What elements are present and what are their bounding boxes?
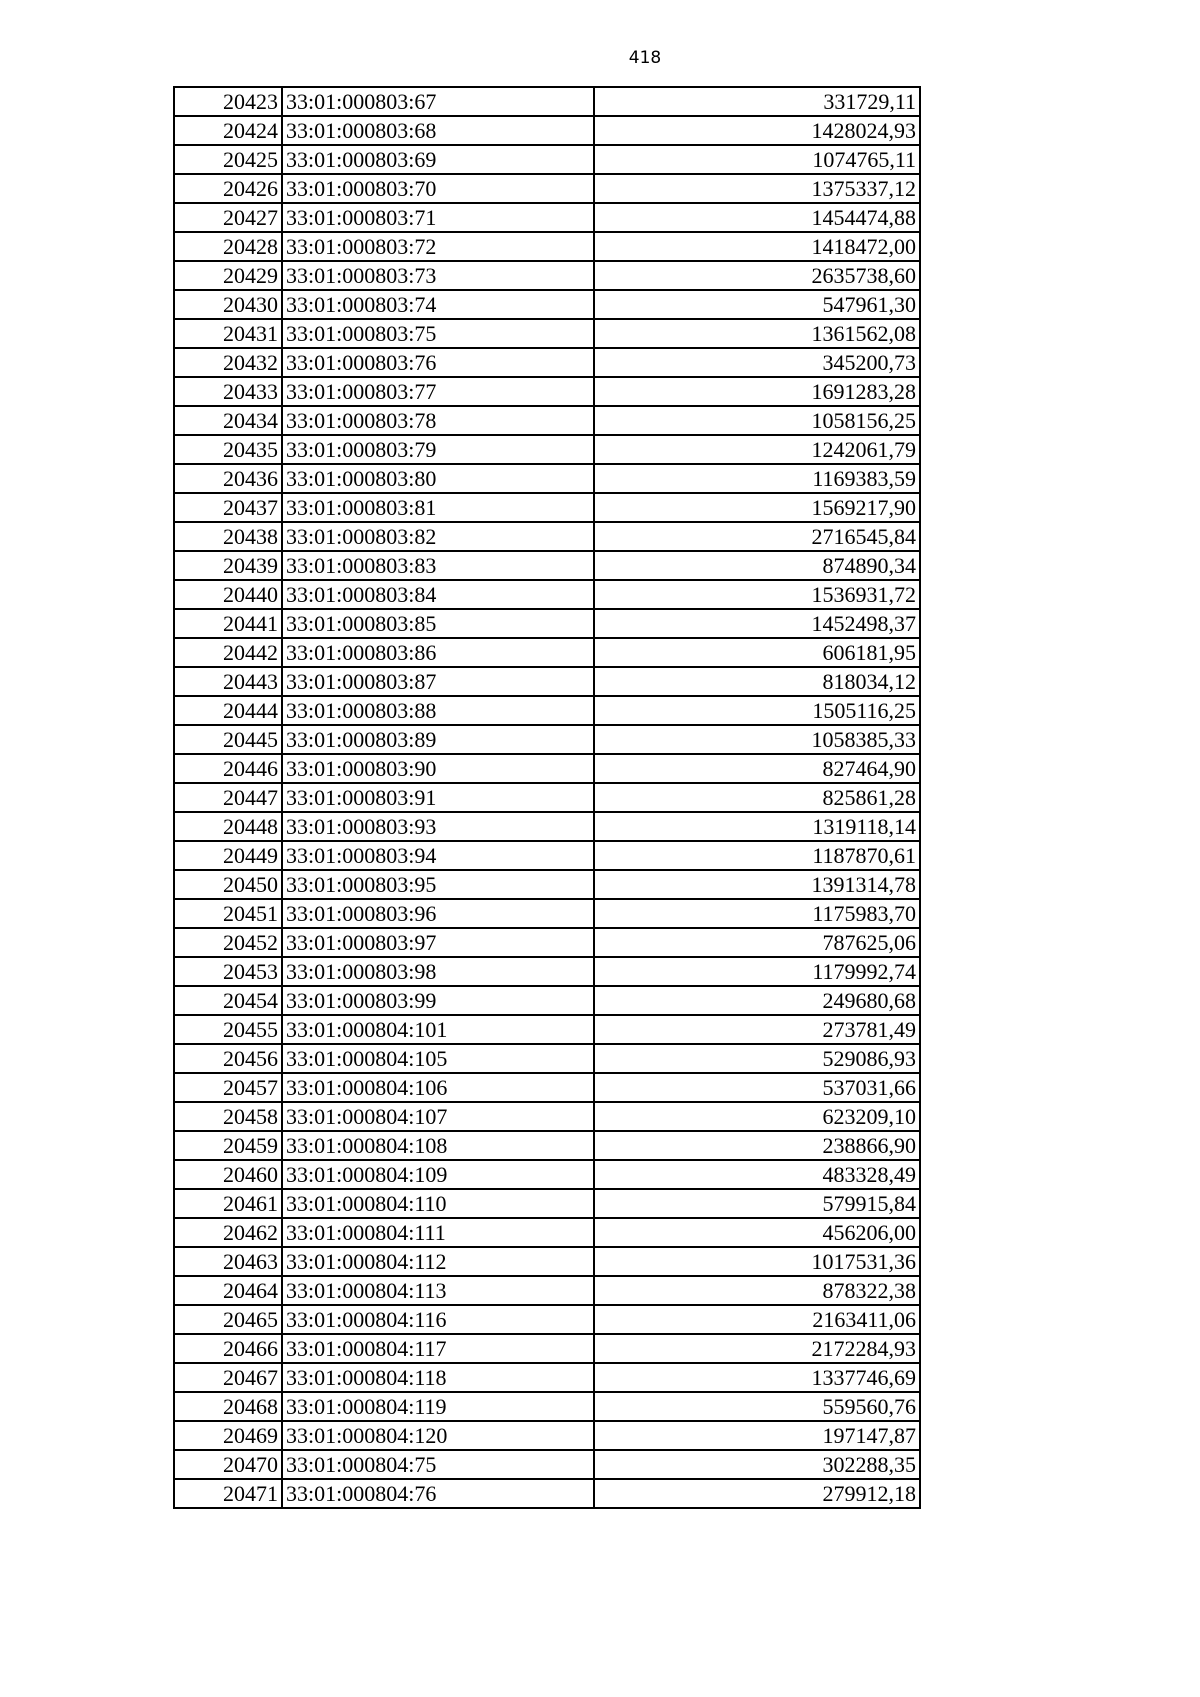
cadastral-number-cell: 33:01:000803:82	[282, 522, 594, 551]
cadastral-value-cell: 483328,49	[594, 1160, 920, 1189]
table-row	[174, 1305, 920, 1334]
cadastral-number-cell: 33:01:000804:111	[282, 1218, 594, 1247]
cadastral-value-cell: 1361562,08	[594, 319, 920, 348]
cadastral-number-cell: 33:01:000803:78	[282, 406, 594, 435]
table-row	[174, 1015, 920, 1044]
cadastral-number-cell: 33:01:000803:76	[282, 348, 594, 377]
row-number-cell: 20470	[174, 1450, 282, 1479]
cadastral-number-cell: 33:01:000804:101	[282, 1015, 594, 1044]
cadastral-number-cell: 33:01:000803:79	[282, 435, 594, 464]
cadastral-value-cell: 559560,76	[594, 1392, 920, 1421]
cadastral-number-cell: 33:01:000803:67	[282, 87, 594, 116]
row-number-cell: 20468	[174, 1392, 282, 1421]
cadastral-value-cell: 537031,66	[594, 1073, 920, 1102]
row-number-cell: 20454	[174, 986, 282, 1015]
cadastral-value-cell: 1169383,59	[594, 464, 920, 493]
row-number-cell: 20464	[174, 1276, 282, 1305]
cadastral-value-cell: 1428024,93	[594, 116, 920, 145]
cadastral-value-cell: 529086,93	[594, 1044, 920, 1073]
row-number-cell: 20436	[174, 464, 282, 493]
cadastral-value-cell: 2635738,60	[594, 261, 920, 290]
cadastral-number-cell: 33:01:000803:83	[282, 551, 594, 580]
table-row	[174, 406, 920, 435]
cadastral-number-cell: 33:01:000803:70	[282, 174, 594, 203]
cadastral-value-cell: 1691283,28	[594, 377, 920, 406]
cadastral-value-cell: 345200,73	[594, 348, 920, 377]
row-number-cell: 20469	[174, 1421, 282, 1450]
cadastral-number-cell: 33:01:000804:107	[282, 1102, 594, 1131]
row-number-cell: 20471	[174, 1479, 282, 1508]
row-number-cell: 20439	[174, 551, 282, 580]
cadastral-value-cell: 1454474,88	[594, 203, 920, 232]
row-number-cell: 20443	[174, 667, 282, 696]
table-row	[174, 1421, 920, 1450]
cadastral-value-cell: 874890,34	[594, 551, 920, 580]
cadastral-value-cell: 1418472,00	[594, 232, 920, 261]
row-number-cell: 20434	[174, 406, 282, 435]
row-number-cell: 20441	[174, 609, 282, 638]
table-row	[174, 377, 920, 406]
cadastral-number-cell: 33:01:000804:118	[282, 1363, 594, 1392]
cadastral-number-cell: 33:01:000804:105	[282, 1044, 594, 1073]
table-row	[174, 464, 920, 493]
row-number-cell: 20466	[174, 1334, 282, 1363]
cadastral-number-cell: 33:01:000803:86	[282, 638, 594, 667]
row-number-cell: 20458	[174, 1102, 282, 1131]
table-row	[174, 1189, 920, 1218]
row-number-cell: 20433	[174, 377, 282, 406]
cadastral-number-cell: 33:01:000804:108	[282, 1131, 594, 1160]
cadastral-value-cell: 547961,30	[594, 290, 920, 319]
table-row	[174, 1363, 920, 1392]
cadastral-number-cell: 33:01:000804:119	[282, 1392, 594, 1421]
table-row	[174, 1247, 920, 1276]
cadastral-number-cell: 33:01:000803:85	[282, 609, 594, 638]
cadastral-number-cell: 33:01:000804:112	[282, 1247, 594, 1276]
cadastral-number-cell: 33:01:000803:68	[282, 116, 594, 145]
cadastral-value-cell: 1179992,74	[594, 957, 920, 986]
row-number-cell: 20425	[174, 145, 282, 174]
table-row	[174, 754, 920, 783]
row-number-cell: 20442	[174, 638, 282, 667]
table-row	[174, 1131, 920, 1160]
cadastral-number-cell: 33:01:000803:69	[282, 145, 594, 174]
row-number-cell: 20449	[174, 841, 282, 870]
row-number-cell: 20465	[174, 1305, 282, 1334]
row-number-cell: 20426	[174, 174, 282, 203]
table-row	[174, 812, 920, 841]
table-row	[174, 203, 920, 232]
table-row	[174, 1479, 920, 1508]
table-row	[174, 580, 920, 609]
row-number-cell: 20460	[174, 1160, 282, 1189]
row-number-cell: 20450	[174, 870, 282, 899]
table-row	[174, 348, 920, 377]
table-row	[174, 261, 920, 290]
cadastral-number-cell: 33:01:000803:77	[282, 377, 594, 406]
cadastral-number-cell: 33:01:000803:99	[282, 986, 594, 1015]
table-row	[174, 522, 920, 551]
table-row	[174, 1102, 920, 1131]
row-number-cell: 20432	[174, 348, 282, 377]
row-number-cell: 20428	[174, 232, 282, 261]
table-row	[174, 638, 920, 667]
row-number-cell: 20455	[174, 1015, 282, 1044]
cadastral-value-cell: 1375337,12	[594, 174, 920, 203]
cadastral-value-cell: 1391314,78	[594, 870, 920, 899]
cadastral-number-cell: 33:01:000803:91	[282, 783, 594, 812]
row-number-cell: 20452	[174, 928, 282, 957]
row-number-cell: 20461	[174, 1189, 282, 1218]
table-row	[174, 783, 920, 812]
table-row	[174, 841, 920, 870]
cadastral-number-cell: 33:01:000804:113	[282, 1276, 594, 1305]
table-row	[174, 551, 920, 580]
cadastral-number-cell: 33:01:000803:93	[282, 812, 594, 841]
row-number-cell: 20451	[174, 899, 282, 928]
table-row	[174, 1392, 920, 1421]
cadastral-number-cell: 33:01:000803:81	[282, 493, 594, 522]
row-number-cell: 20423	[174, 87, 282, 116]
table-row	[174, 290, 920, 319]
cadastral-value-cell: 331729,11	[594, 87, 920, 116]
cadastral-value-cell: 1319118,14	[594, 812, 920, 841]
table-row	[174, 986, 920, 1015]
table-row	[174, 1276, 920, 1305]
cadastral-number-cell: 33:01:000804:110	[282, 1189, 594, 1218]
cadastral-value-cell: 1017531,36	[594, 1247, 920, 1276]
row-number-cell: 20444	[174, 696, 282, 725]
table-row	[174, 957, 920, 986]
cadastral-value-cell: 1187870,61	[594, 841, 920, 870]
row-number-cell: 20456	[174, 1044, 282, 1073]
cadastral-number-cell: 33:01:000803:75	[282, 319, 594, 348]
table-row	[174, 493, 920, 522]
cadastral-value-cell: 2163411,06	[594, 1305, 920, 1334]
cadastral-number-cell: 33:01:000804:117	[282, 1334, 594, 1363]
row-number-cell: 20437	[174, 493, 282, 522]
table-row	[174, 232, 920, 261]
page-number: 418	[628, 48, 662, 68]
row-number-cell: 20447	[174, 783, 282, 812]
table-row	[174, 435, 920, 464]
cadastral-number-cell: 33:01:000804:75	[282, 1450, 594, 1479]
cadastral-number-cell: 33:01:000804:120	[282, 1421, 594, 1450]
cadastral-number-cell: 33:01:000803:96	[282, 899, 594, 928]
cadastral-value-cell: 2172284,93	[594, 1334, 920, 1363]
row-number-cell: 20467	[174, 1363, 282, 1392]
cadastral-number-cell: 33:01:000803:84	[282, 580, 594, 609]
cadastral-value-cell: 1505116,25	[594, 696, 920, 725]
row-number-cell: 20438	[174, 522, 282, 551]
row-number-cell: 20453	[174, 957, 282, 986]
cadastral-value-cell: 456206,00	[594, 1218, 920, 1247]
row-number-cell: 20457	[174, 1073, 282, 1102]
table-row	[174, 116, 920, 145]
row-number-cell: 20463	[174, 1247, 282, 1276]
cadastral-value-cell: 1452498,37	[594, 609, 920, 638]
cadastral-value-cell: 1058156,25	[594, 406, 920, 435]
table-row	[174, 696, 920, 725]
cadastral-value-cell: 238866,90	[594, 1131, 920, 1160]
row-number-cell: 20459	[174, 1131, 282, 1160]
cadastral-number-cell: 33:01:000803:94	[282, 841, 594, 870]
row-number-cell: 20429	[174, 261, 282, 290]
row-number-cell: 20446	[174, 754, 282, 783]
cadastral-value-cell: 579915,84	[594, 1189, 920, 1218]
cadastral-value-cell: 1242061,79	[594, 435, 920, 464]
cadastral-value-cell: 825861,28	[594, 783, 920, 812]
row-number-cell: 20462	[174, 1218, 282, 1247]
cadastral-value-cell: 787625,06	[594, 928, 920, 957]
row-number-cell: 20431	[174, 319, 282, 348]
cadastral-value-cell: 1175983,70	[594, 899, 920, 928]
cadastral-value-cell: 878322,38	[594, 1276, 920, 1305]
cadastral-number-cell: 33:01:000803:98	[282, 957, 594, 986]
table-row	[174, 870, 920, 899]
cadastral-number-cell: 33:01:000803:97	[282, 928, 594, 957]
cadastral-number-cell: 33:01:000803:89	[282, 725, 594, 754]
cadastral-value-cell: 302288,35	[594, 1450, 920, 1479]
cadastral-value-cell: 1536931,72	[594, 580, 920, 609]
row-number-cell: 20440	[174, 580, 282, 609]
table-row	[174, 1160, 920, 1189]
cadastral-value-cell: 279912,18	[594, 1479, 920, 1508]
cadastral-number-cell: 33:01:000804:106	[282, 1073, 594, 1102]
cadastral-value-cell: 818034,12	[594, 667, 920, 696]
cadastral-value-cell: 606181,95	[594, 638, 920, 667]
row-number-cell: 20448	[174, 812, 282, 841]
cadastral-value-cell: 827464,90	[594, 754, 920, 783]
table-row	[174, 1218, 920, 1247]
row-number-cell: 20435	[174, 435, 282, 464]
cadastral-value-cell: 2716545,84	[594, 522, 920, 551]
cadastral-number-cell: 33:01:000804:76	[282, 1479, 594, 1508]
table-body	[174, 87, 920, 1508]
cadastral-value-cell: 1074765,11	[594, 145, 920, 174]
cadastral-number-cell: 33:01:000803:90	[282, 754, 594, 783]
cadastral-value-cell: 197147,87	[594, 1421, 920, 1450]
table-row	[174, 725, 920, 754]
cadastral-number-cell: 33:01:000803:87	[282, 667, 594, 696]
cadastral-number-cell: 33:01:000803:72	[282, 232, 594, 261]
cadastral-number-cell: 33:01:000803:74	[282, 290, 594, 319]
table-row	[174, 667, 920, 696]
table-row	[174, 609, 920, 638]
cadastral-number-cell: 33:01:000803:95	[282, 870, 594, 899]
table-row	[174, 1334, 920, 1363]
cadastral-value-cell: 1337746,69	[594, 1363, 920, 1392]
row-number-cell: 20427	[174, 203, 282, 232]
cadastral-value-cell: 623209,10	[594, 1102, 920, 1131]
cadastral-value-cell: 273781,49	[594, 1015, 920, 1044]
cadastral-value-table	[173, 86, 921, 1509]
cadastral-number-cell: 33:01:000803:88	[282, 696, 594, 725]
cadastral-value-cell: 1058385,33	[594, 725, 920, 754]
row-number-cell: 20430	[174, 290, 282, 319]
cadastral-number-cell: 33:01:000803:71	[282, 203, 594, 232]
table-row	[174, 928, 920, 957]
cadastral-number-cell: 33:01:000803:80	[282, 464, 594, 493]
table-row	[174, 1450, 920, 1479]
table-row	[174, 87, 920, 116]
table-row	[174, 319, 920, 348]
cadastral-number-cell: 33:01:000804:116	[282, 1305, 594, 1334]
table-row	[174, 145, 920, 174]
cadastral-number-cell: 33:01:000804:109	[282, 1160, 594, 1189]
table-row	[174, 1073, 920, 1102]
row-number-cell: 20445	[174, 725, 282, 754]
table-row	[174, 1044, 920, 1073]
cadastral-value-cell: 249680,68	[594, 986, 920, 1015]
row-number-cell: 20424	[174, 116, 282, 145]
cadastral-number-cell: 33:01:000803:73	[282, 261, 594, 290]
cadastral-value-cell: 1569217,90	[594, 493, 920, 522]
table-row	[174, 899, 920, 928]
table-row	[174, 174, 920, 203]
